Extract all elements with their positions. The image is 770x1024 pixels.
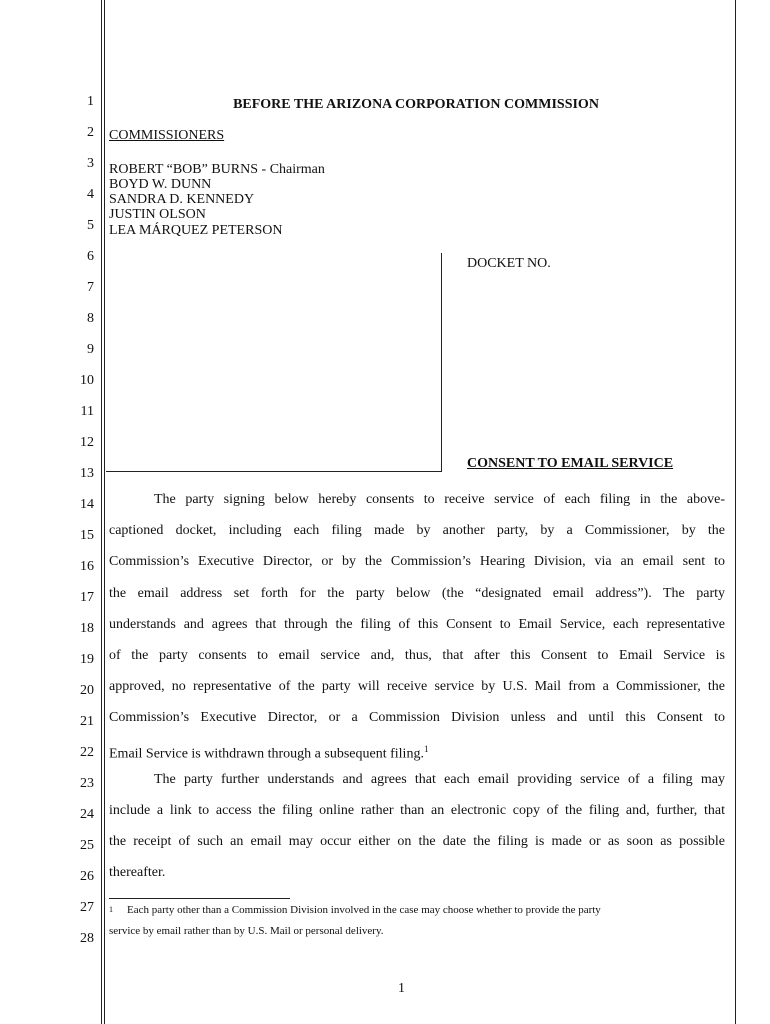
line-number: 24 — [80, 807, 94, 822]
body-line: The party signing below hereby consents to receive service of each filing in the above- — [154, 492, 725, 507]
caption-box-bottom-rule — [106, 471, 442, 472]
document-heading: BEFORE THE ARIZONA CORPORATION COMMISSION — [233, 97, 599, 112]
line-number: 13 — [80, 466, 94, 481]
footnote-separator — [109, 898, 290, 899]
line-number: 9 — [87, 342, 94, 357]
line-number: 25 — [80, 838, 94, 853]
line-number: 1 — [87, 94, 94, 109]
body-line: understands and agrees that through the filing of this Consent to Email Service, each representative — [109, 617, 725, 632]
body-line: of the party consents to email service and, thus, that after this Consent to Email Service is — [109, 648, 725, 663]
body-line: the email address set forth for the party below (the “designated email address”). The party — [109, 586, 725, 601]
page-number: 1 — [398, 981, 405, 996]
footnote-mark: 1 — [109, 905, 113, 914]
body-line-text: Email Service is withdrawn through a subsequent filing. — [109, 746, 424, 762]
footnote-line — [109, 903, 709, 917]
body-line: approved, no representative of the party will receive service by U.S. Mail from a Commissioner, the — [109, 679, 725, 694]
commissioners-label: COMMISSIONERS — [109, 128, 225, 143]
docket-number-label: DOCKET NO. — [467, 256, 551, 271]
body-line: include a link to access the filing online rather than an electronic copy of the filing and, further, that — [109, 803, 725, 818]
body-line: captioned docket, including each filing made by another party, by a Commissioner, by the — [109, 523, 725, 538]
line-number: 27 — [80, 900, 94, 915]
line-number: 12 — [80, 435, 94, 450]
footnote-text: Each party other than a Commission Division involved in the case may choose whether to provide the party — [127, 904, 601, 916]
line-number: 10 — [80, 373, 94, 388]
line-number: 7 — [87, 280, 94, 295]
line-number: 15 — [80, 528, 94, 543]
commissioner-name: SANDRA D. KENNEDY — [109, 192, 255, 207]
line-number: 18 — [80, 621, 94, 636]
line-number: 6 — [87, 249, 94, 264]
right-margin-rule — [735, 0, 736, 1024]
commissioner-name: JUSTIN OLSON — [109, 207, 206, 222]
line-number: 23 — [80, 776, 94, 791]
line-number: 3 — [87, 156, 94, 171]
body-line — [109, 741, 725, 763]
body-line: Commission’s Executive Director, or a Commission Division unless and until this Consent to — [109, 710, 725, 725]
line-number: 19 — [80, 652, 94, 667]
commissioner-name: BOYD W. DUNN — [109, 177, 212, 192]
line-number: 22 — [80, 745, 94, 760]
line-number: 2 — [87, 125, 94, 140]
document-title: CONSENT TO EMAIL SERVICE — [467, 456, 674, 471]
line-number: 20 — [80, 683, 94, 698]
line-number: 11 — [80, 404, 94, 419]
left-margin-rule — [101, 0, 102, 1024]
left-margin-rule-inner — [104, 0, 105, 1024]
commissioner-name: ROBERT “BOB” BURNS - Chairman — [109, 162, 325, 177]
footnote-reference[interactable]: 1 — [423, 744, 429, 754]
line-number: 5 — [87, 218, 94, 233]
line-number: 21 — [80, 714, 94, 729]
line-number: 16 — [80, 559, 94, 574]
line-number: 17 — [80, 590, 94, 605]
line-number: 4 — [87, 187, 94, 202]
body-line: Commission’s Executive Director, or by the Commission’s Hearing Division, via an email sent to — [109, 554, 725, 569]
body-line: the receipt of such an email may occur either on the date the filing is made or as soon as possible — [109, 834, 725, 849]
line-number: 26 — [80, 869, 94, 884]
body-line: The party further understands and agrees that each email providing service of a filing may — [154, 772, 725, 787]
caption-box-right-rule — [441, 253, 442, 472]
body-line: thereafter. — [109, 865, 166, 880]
line-number: 14 — [80, 497, 94, 512]
line-number: 8 — [87, 311, 94, 326]
commissioner-name: LEA MÁRQUEZ PETERSON — [109, 223, 283, 238]
footnote-line: service by email rather than by U.S. Mail or personal delivery. — [109, 925, 384, 937]
line-number: 28 — [80, 931, 94, 946]
